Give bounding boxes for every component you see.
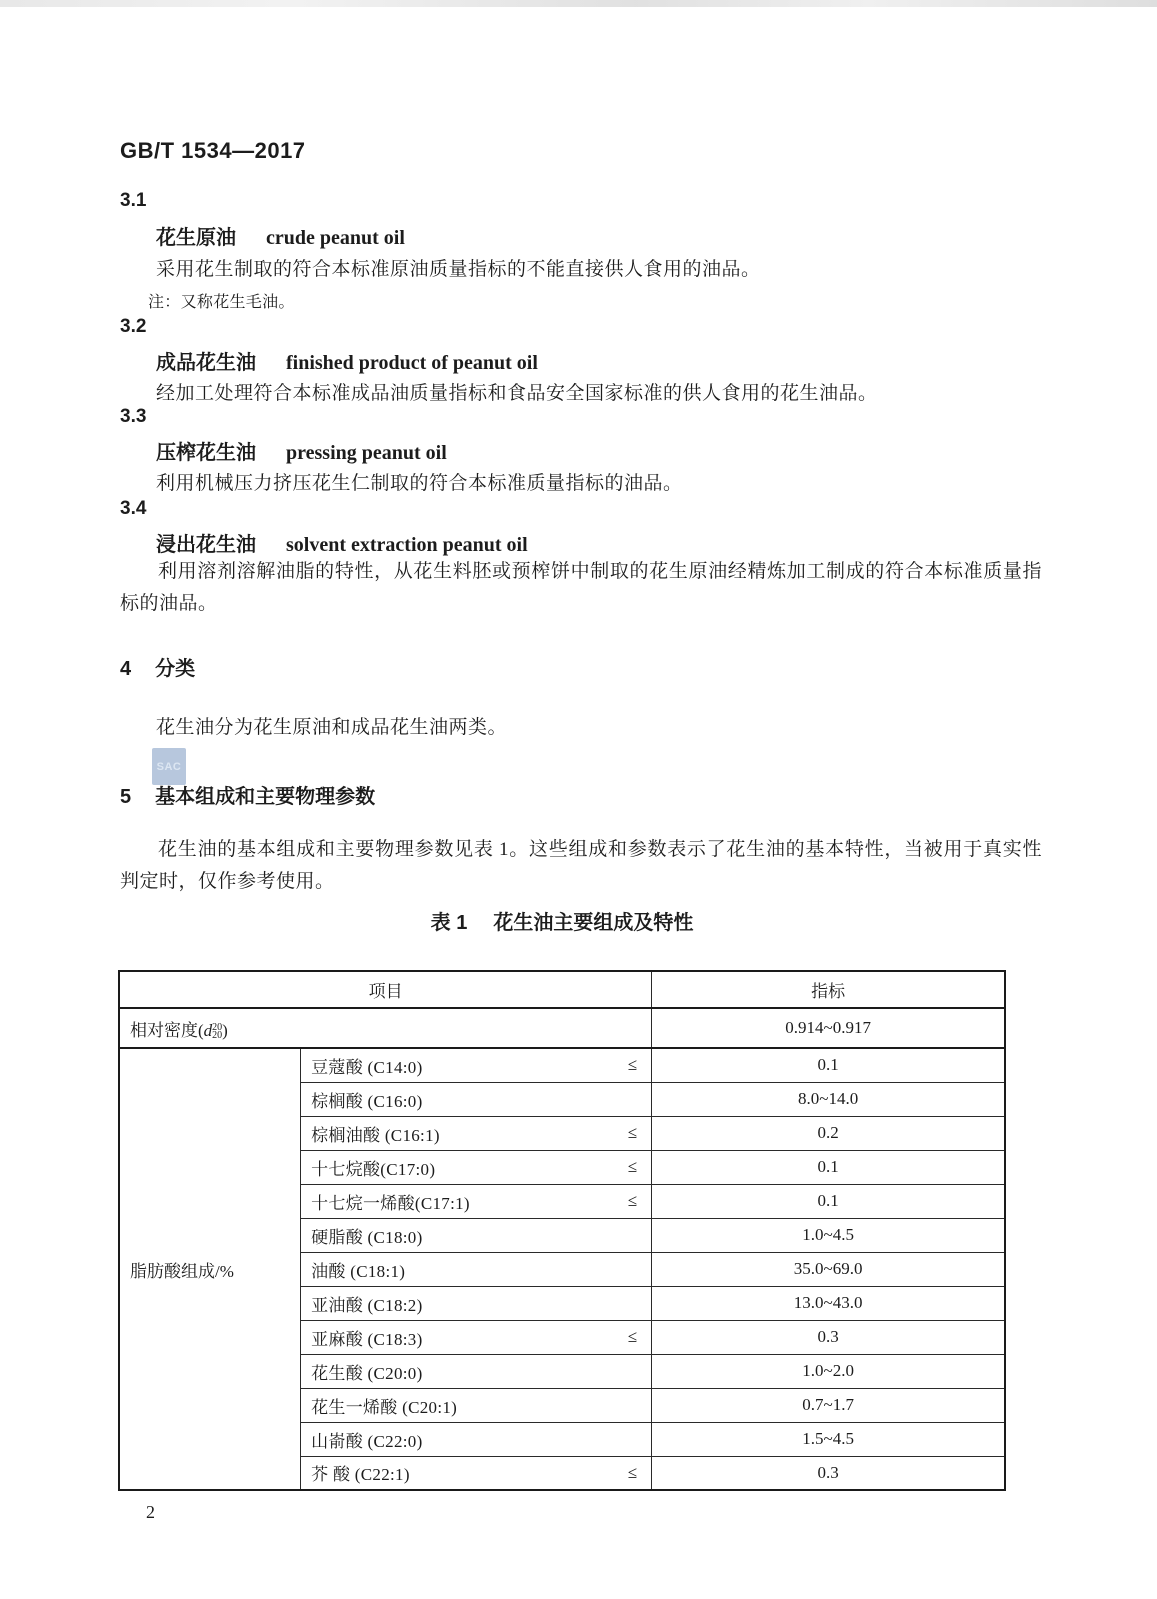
acid-name: 芥 酸 (C22:1) xyxy=(311,1465,410,1485)
acid-name-cell xyxy=(301,1252,652,1286)
density-label xyxy=(119,1008,652,1048)
table-header-row xyxy=(119,971,1005,1008)
acid-name-cell xyxy=(301,1116,652,1150)
acid-value: 0.3 xyxy=(652,1456,1005,1490)
acid-name: 亚麻酸 (C18:3) xyxy=(311,1329,423,1349)
term-en-3-4: solvent extraction peanut oil xyxy=(286,534,528,556)
section-4-title: 分类 xyxy=(155,658,196,680)
acid-name-cell xyxy=(301,1082,652,1116)
acid-name-cell xyxy=(301,1150,652,1184)
acid-name: 十七烷一烯酸(C17:1) xyxy=(311,1193,470,1213)
term-zh-3-3: 压榨花生油 xyxy=(156,442,256,464)
section-4-number: 4 xyxy=(120,658,132,680)
section-4-body: 花生油分为花生原油和成品花生油两类。 xyxy=(156,717,508,738)
acid-name-cell xyxy=(301,1456,652,1490)
term-zh-3-2: 成品花生油 xyxy=(156,352,256,374)
sac-watermark: SAC xyxy=(152,748,186,785)
table-caption xyxy=(118,906,1006,935)
acid-name-cell xyxy=(301,1422,652,1456)
density-sup: 20 xyxy=(212,1021,223,1033)
term-3-4 xyxy=(156,528,528,557)
clause-number-3-4: 3.4 xyxy=(120,498,147,519)
le-sign: ≤ xyxy=(627,1157,638,1176)
density-suffix: ) xyxy=(222,1020,228,1040)
acid-name-cell xyxy=(301,1320,652,1354)
table-header-item: 项目 xyxy=(119,971,652,1008)
acid-value: 35.0~69.0 xyxy=(652,1252,1005,1286)
section-5-body: 花生油的基本组成和主要物理参数见表 1。这些组成和参数表示了花生油的基本特性，当被用于真实性判定时，仅作参考使用。 xyxy=(120,839,1042,892)
acid-name-cell xyxy=(301,1218,652,1252)
table-header-index: 指标 xyxy=(652,971,1005,1008)
acid-name: 花生酸 (C20:0) xyxy=(311,1363,423,1383)
density-fraction xyxy=(212,1021,223,1041)
table-row-density xyxy=(119,1008,1005,1048)
term-zh-3-1: 花生原油 xyxy=(156,227,236,249)
density-prefix: 相对密度( xyxy=(130,1020,204,1040)
acid-name-cell xyxy=(301,1048,652,1082)
density-symbol: d xyxy=(203,1020,213,1040)
acid-value: 0.3 xyxy=(652,1320,1005,1354)
acid-name: 山嵛酸 (C22:0) xyxy=(311,1431,423,1451)
page-number: 2 xyxy=(146,1502,155,1522)
acid-name: 花生一烯酸 (C20:1) xyxy=(311,1397,458,1417)
section-4-heading xyxy=(120,652,195,681)
acid-name-cell xyxy=(301,1286,652,1320)
acid-name-cell xyxy=(301,1184,652,1218)
term-3-3 xyxy=(156,436,447,465)
clause-number-3-1: 3.1 xyxy=(120,190,147,211)
acid-name-cell xyxy=(301,1354,652,1388)
table-caption-label: 表 1 xyxy=(430,912,468,934)
acid-name-cell xyxy=(301,1388,652,1422)
acid-name: 豆蔻酸 (C14:0) xyxy=(311,1057,423,1077)
composition-table xyxy=(118,970,1006,1491)
density-sub: 20 xyxy=(212,1029,223,1041)
scan-edge-artifact xyxy=(0,0,1157,7)
clause-number-3-2: 3.2 xyxy=(120,316,147,337)
acid-value: 0.1 xyxy=(652,1048,1005,1082)
clause-number-3-3: 3.3 xyxy=(120,406,147,427)
term-en-3-1: crude peanut oil xyxy=(266,227,405,249)
term-zh-3-4: 浸出花生油 xyxy=(156,534,256,556)
table-row xyxy=(119,1048,1005,1082)
term-en-3-2: finished product of peanut oil xyxy=(286,352,538,374)
acid-value: 1.5~4.5 xyxy=(652,1422,1005,1456)
standard-code: GB/T 1534—2017 xyxy=(120,138,306,163)
definition-3-4: 利用溶剂溶解油脂的特性，从花生料胚或预榨饼中制取的花生原油经精炼加工制成的符合本标准质量指标的油品。 xyxy=(120,561,1042,614)
section-5-heading xyxy=(120,780,375,809)
definition-3-3: 利用机械压力挤压花生仁制取的符合本标准质量指标的油品。 xyxy=(156,473,683,494)
acid-value: 0.1 xyxy=(652,1150,1005,1184)
fatty-acid-group-label: 脂肪酸组成/% xyxy=(119,1048,301,1490)
acid-value: 8.0~14.0 xyxy=(652,1082,1005,1116)
acid-name: 硬脂酸 (C18:0) xyxy=(311,1227,423,1247)
acid-value: 0.7~1.7 xyxy=(652,1388,1005,1422)
le-sign: ≤ xyxy=(627,1123,638,1142)
le-sign: ≤ xyxy=(627,1462,638,1482)
acid-value: 1.0~2.0 xyxy=(652,1354,1005,1388)
acid-name: 油酸 (C18:1) xyxy=(311,1261,406,1281)
term-3-2 xyxy=(156,346,538,375)
table-caption-title: 花生油主要组成及特性 xyxy=(493,912,694,934)
acid-name: 棕榈油酸 (C16:1) xyxy=(311,1125,440,1145)
le-sign: ≤ xyxy=(627,1055,638,1075)
term-en-3-3: pressing peanut oil xyxy=(286,442,447,464)
acid-value: 1.0~4.5 xyxy=(652,1218,1005,1252)
acid-name: 十七烷酸(C17:0) xyxy=(311,1159,436,1179)
le-sign: ≤ xyxy=(627,1191,638,1210)
section-5-title: 基本组成和主要物理参数 xyxy=(155,786,376,808)
acid-value: 0.2 xyxy=(652,1116,1005,1150)
acid-value: 13.0~43.0 xyxy=(652,1286,1005,1320)
acid-value: 0.1 xyxy=(652,1184,1005,1218)
le-sign: ≤ xyxy=(627,1327,638,1346)
section-5-number: 5 xyxy=(120,786,132,808)
density-value: 0.914~0.917 xyxy=(652,1008,1005,1048)
acid-name: 棕榈酸 (C16:0) xyxy=(311,1091,423,1111)
definition-3-2: 经加工处理符合本标准成品油质量指标和食品安全国家标准的供人食用的花生油品。 xyxy=(156,383,878,404)
term-3-1 xyxy=(156,221,405,250)
acid-name: 亚油酸 (C18:2) xyxy=(311,1295,423,1315)
definition-3-1: 采用花生制取的符合本标准原油质量指标的不能直接供人食用的油品。 xyxy=(156,259,761,280)
note-3-1: 注：又称花生毛油。 xyxy=(148,294,295,311)
